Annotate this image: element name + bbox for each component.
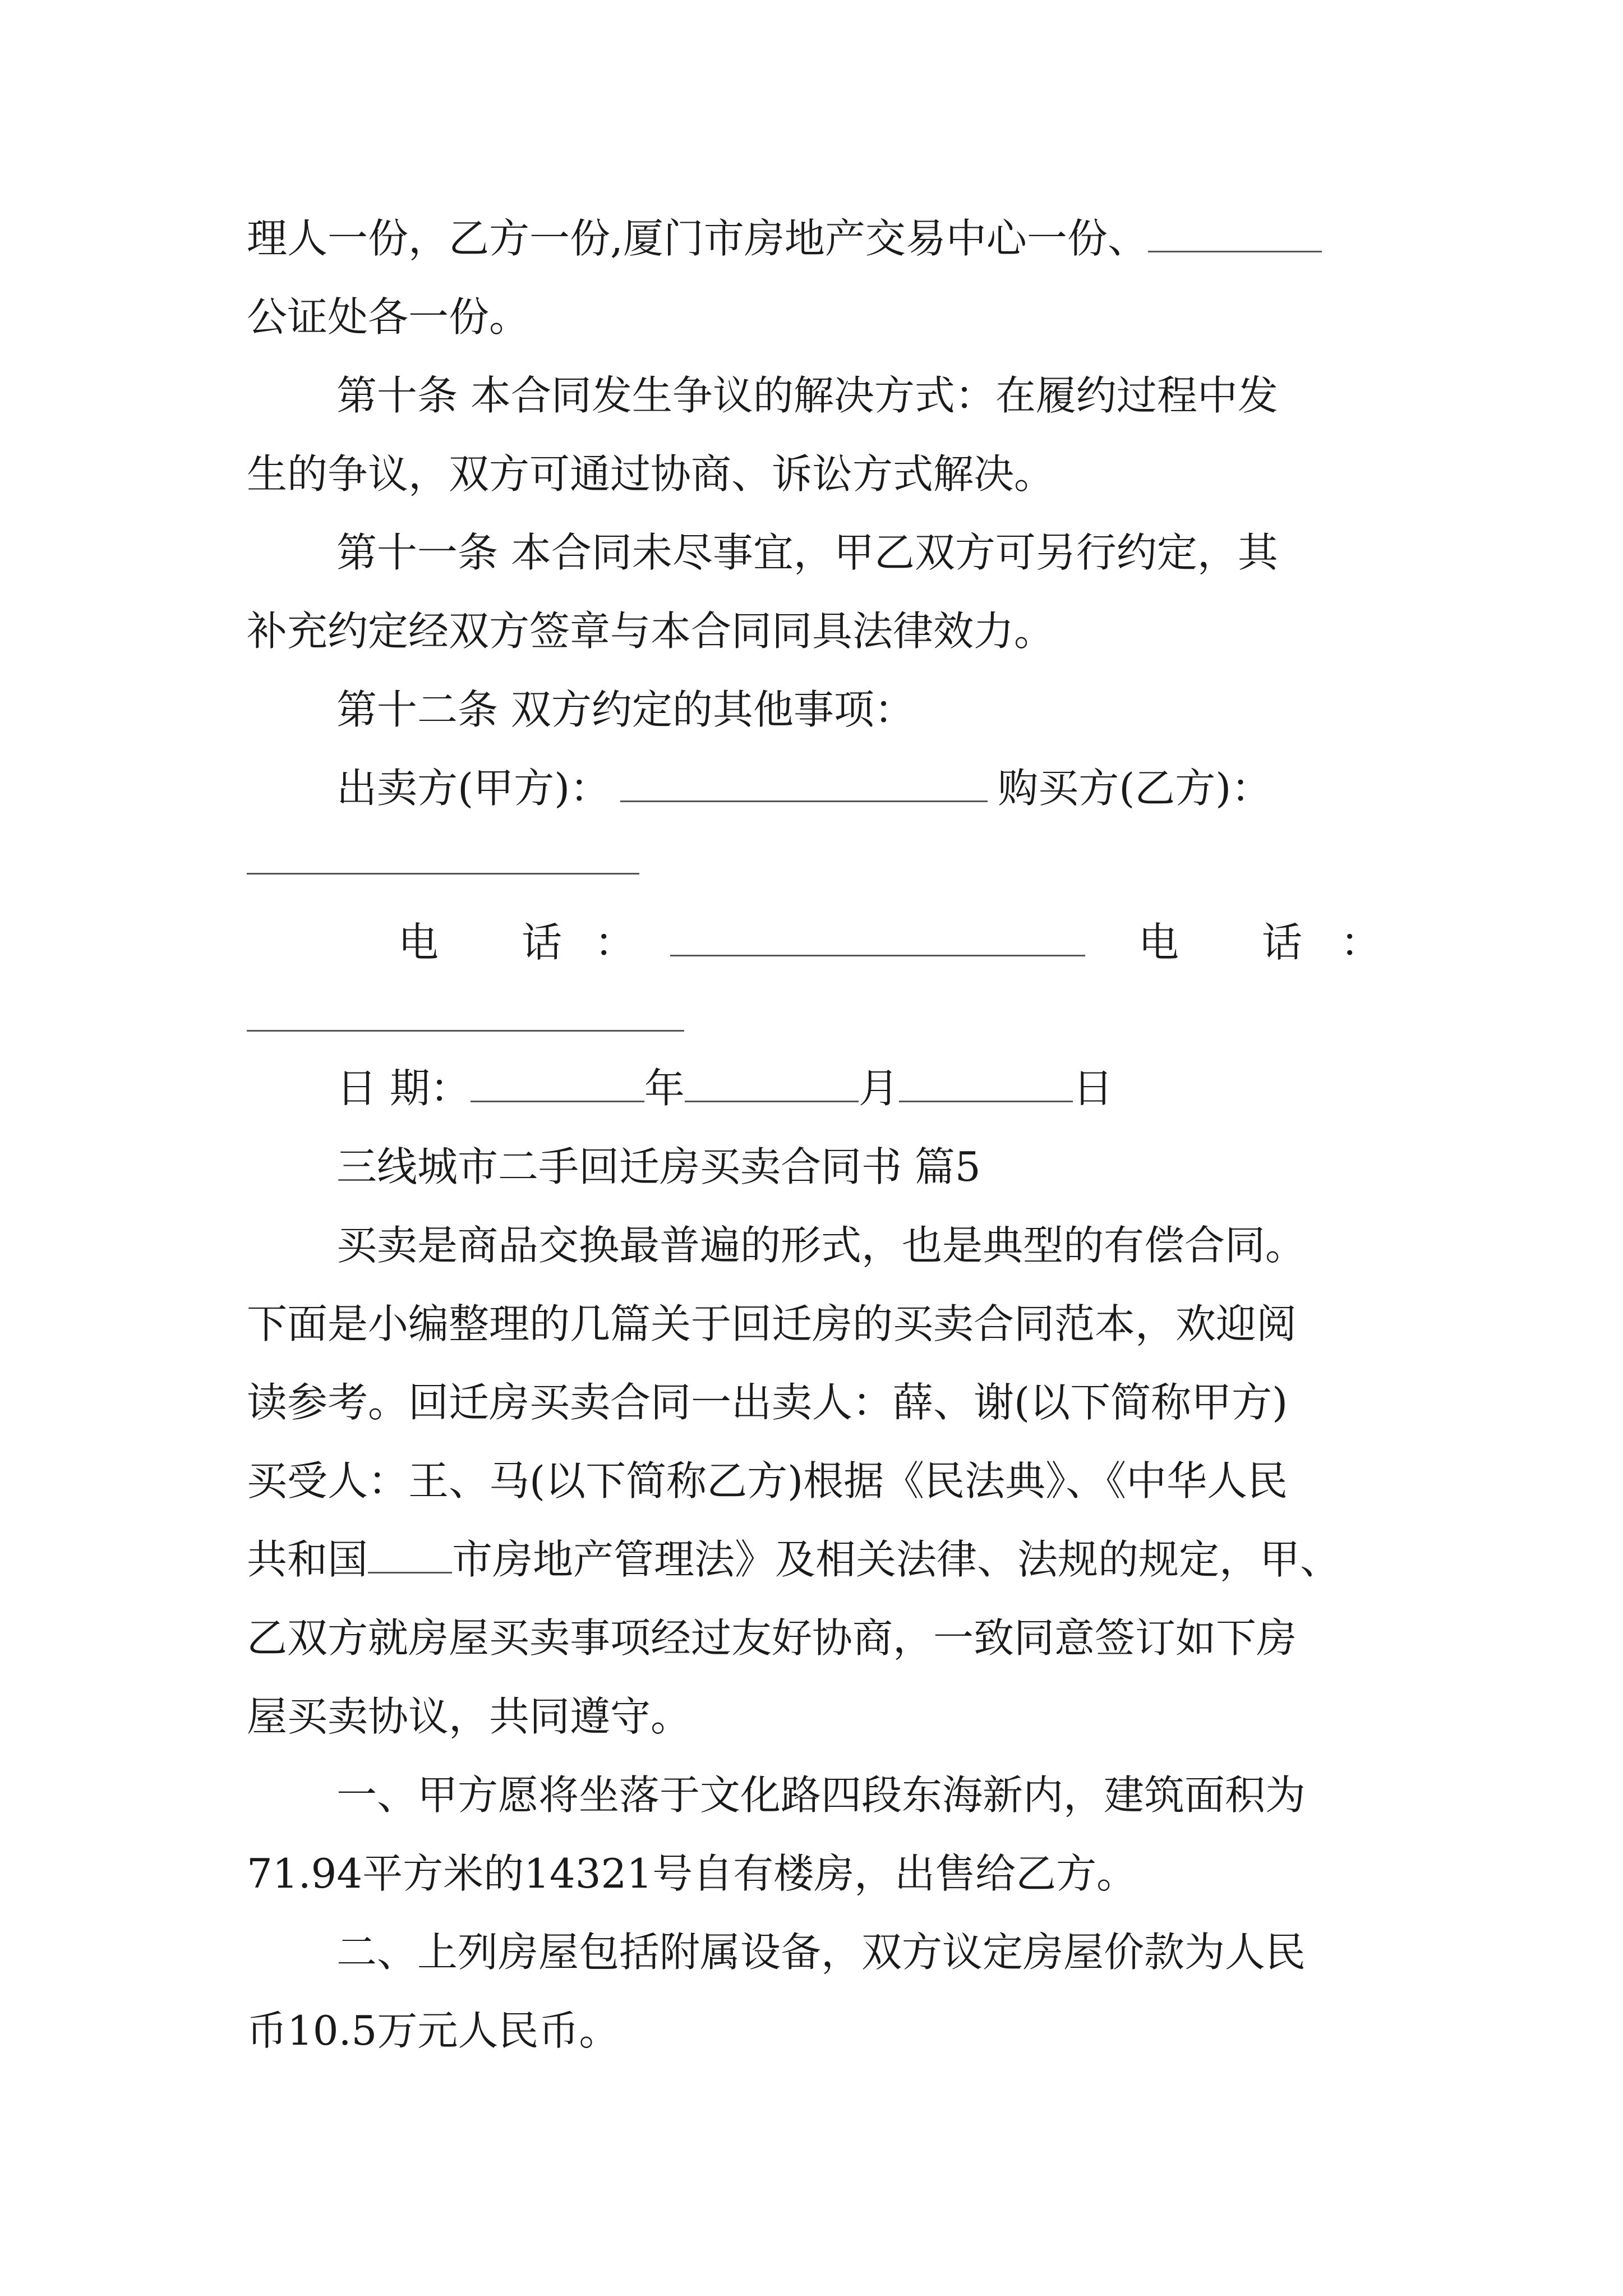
clause-1-line: 一、甲方愿将坐落于文化路四段东海新内，建筑面积为 xyxy=(336,1772,1306,1819)
paragraph-line: 理人一份，乙方一份,厦门市房地产交易中心一份、 xyxy=(247,210,1322,266)
seller-label: 出卖方(甲方)： xyxy=(336,765,611,812)
seller-phone-blank xyxy=(670,915,1085,956)
article-12-line: 第十二条 双方约定的其他事项： xyxy=(336,686,915,733)
paragraph-line: 71.94平方米的14321号自有楼房，出售给乙方。 xyxy=(247,1850,1137,1897)
paragraph-line: 屋买卖协议，共同遵守。 xyxy=(247,1693,691,1740)
buyer-label: 购买方(乙方)： xyxy=(998,765,1272,812)
paragraph-line: 买受人：王、马(以下简称乙方)根据《民法典》、《中华人民 xyxy=(247,1457,1288,1504)
document-page: 理人一份，乙方一份,厦门市房地产交易中心一份、 公证处各一份。 第十条 本合同发生争议的解决方式：在履约过程中发 生的争议，双方可通过协商、诉讼方式解决。 第十一条 本合同未尽事宜，甲乙双方可另行约定，其 补充约定经双方签章与本合同同具法律效力。 第十二条 双方约定的其他事项： 出卖方(甲方)： 购买方(乙方)： 电 话 ： 电 话 ： 日 期： 年 月 日 三线城市二手回迁房买卖合同书 篇5 买卖是商品交换最普遍的形式，也是典型的有偿合同。 下面是小编整理的几篇关于回迁房的买卖合同范本，欢迎阅 读参考。回迁房买卖合同一出卖人：薛、谢(以下简称甲方) 买受人：王、马(以下简称乙方)根据《民法典》、《中华人民 共和国 市房地产管理法》及相关法律、法规的规定，甲、 乙双方就房屋买卖事项经过友好协商，一致同意签订如下房 屋买卖协议，共同遵守。 一、甲方愿将坐落于文化路四段东海新内，建筑面积为 71.94平方米的14321号自有楼房，出售给乙方。 二、上列房屋包括附属设备，双方议定房屋价款为人民 币10.5万元人民币。 xyxy=(0,0,1623,2296)
article-11-line: 第十一条 本合同未尽事宜，甲乙双方可另行约定，其 xyxy=(336,529,1278,576)
buyer-blank-line xyxy=(247,873,639,875)
clause-2-line: 二、上列房屋包括附属设备，双方议定房屋价款为人民 xyxy=(336,1929,1306,1976)
paragraph-line: 读参考。回迁房买卖合同一出卖人：薛、谢(以下简称甲方) xyxy=(247,1379,1288,1426)
paragraph-line: 公证处各一份。 xyxy=(247,293,530,341)
paragraph-line: 乙双方就房屋买卖事项经过友好协商，一致同意签订如下房 xyxy=(247,1614,1297,1662)
date-line: 日 期： 年 月 日 xyxy=(336,1065,1113,1112)
fill-in-blank xyxy=(1148,243,1322,252)
city-blank xyxy=(368,1564,452,1573)
paragraph-line: 共和国 市房地产管理法》及相关法律、法规的规定，甲、 xyxy=(247,1536,1341,1583)
buyer-phone-blank-line xyxy=(247,1030,684,1032)
signature-line xyxy=(336,760,1271,816)
seller-blank xyxy=(620,793,988,802)
paragraph-line: 买卖是商品交换最普遍的形式，也是典型的有偿合同。 xyxy=(336,1222,1306,1269)
article-10-line: 第十条 本合同发生争议的解决方式：在履约过程中发 xyxy=(336,372,1278,419)
paragraph-line: 生的争议，双方可通过协商、诉讼方式解决。 xyxy=(247,450,1055,498)
paragraph-line: 下面是小编整理的几篇关于回迁房的买卖合同范本，欢迎阅 xyxy=(247,1300,1297,1347)
paragraph-line: 补充约定经双方签章与本合同同具法律效力。 xyxy=(247,608,1055,655)
paragraph-line: 币10.5万元人民币。 xyxy=(247,2007,620,2054)
section-heading: 三线城市二手回迁房买卖合同书 篇5 xyxy=(336,1143,981,1190)
